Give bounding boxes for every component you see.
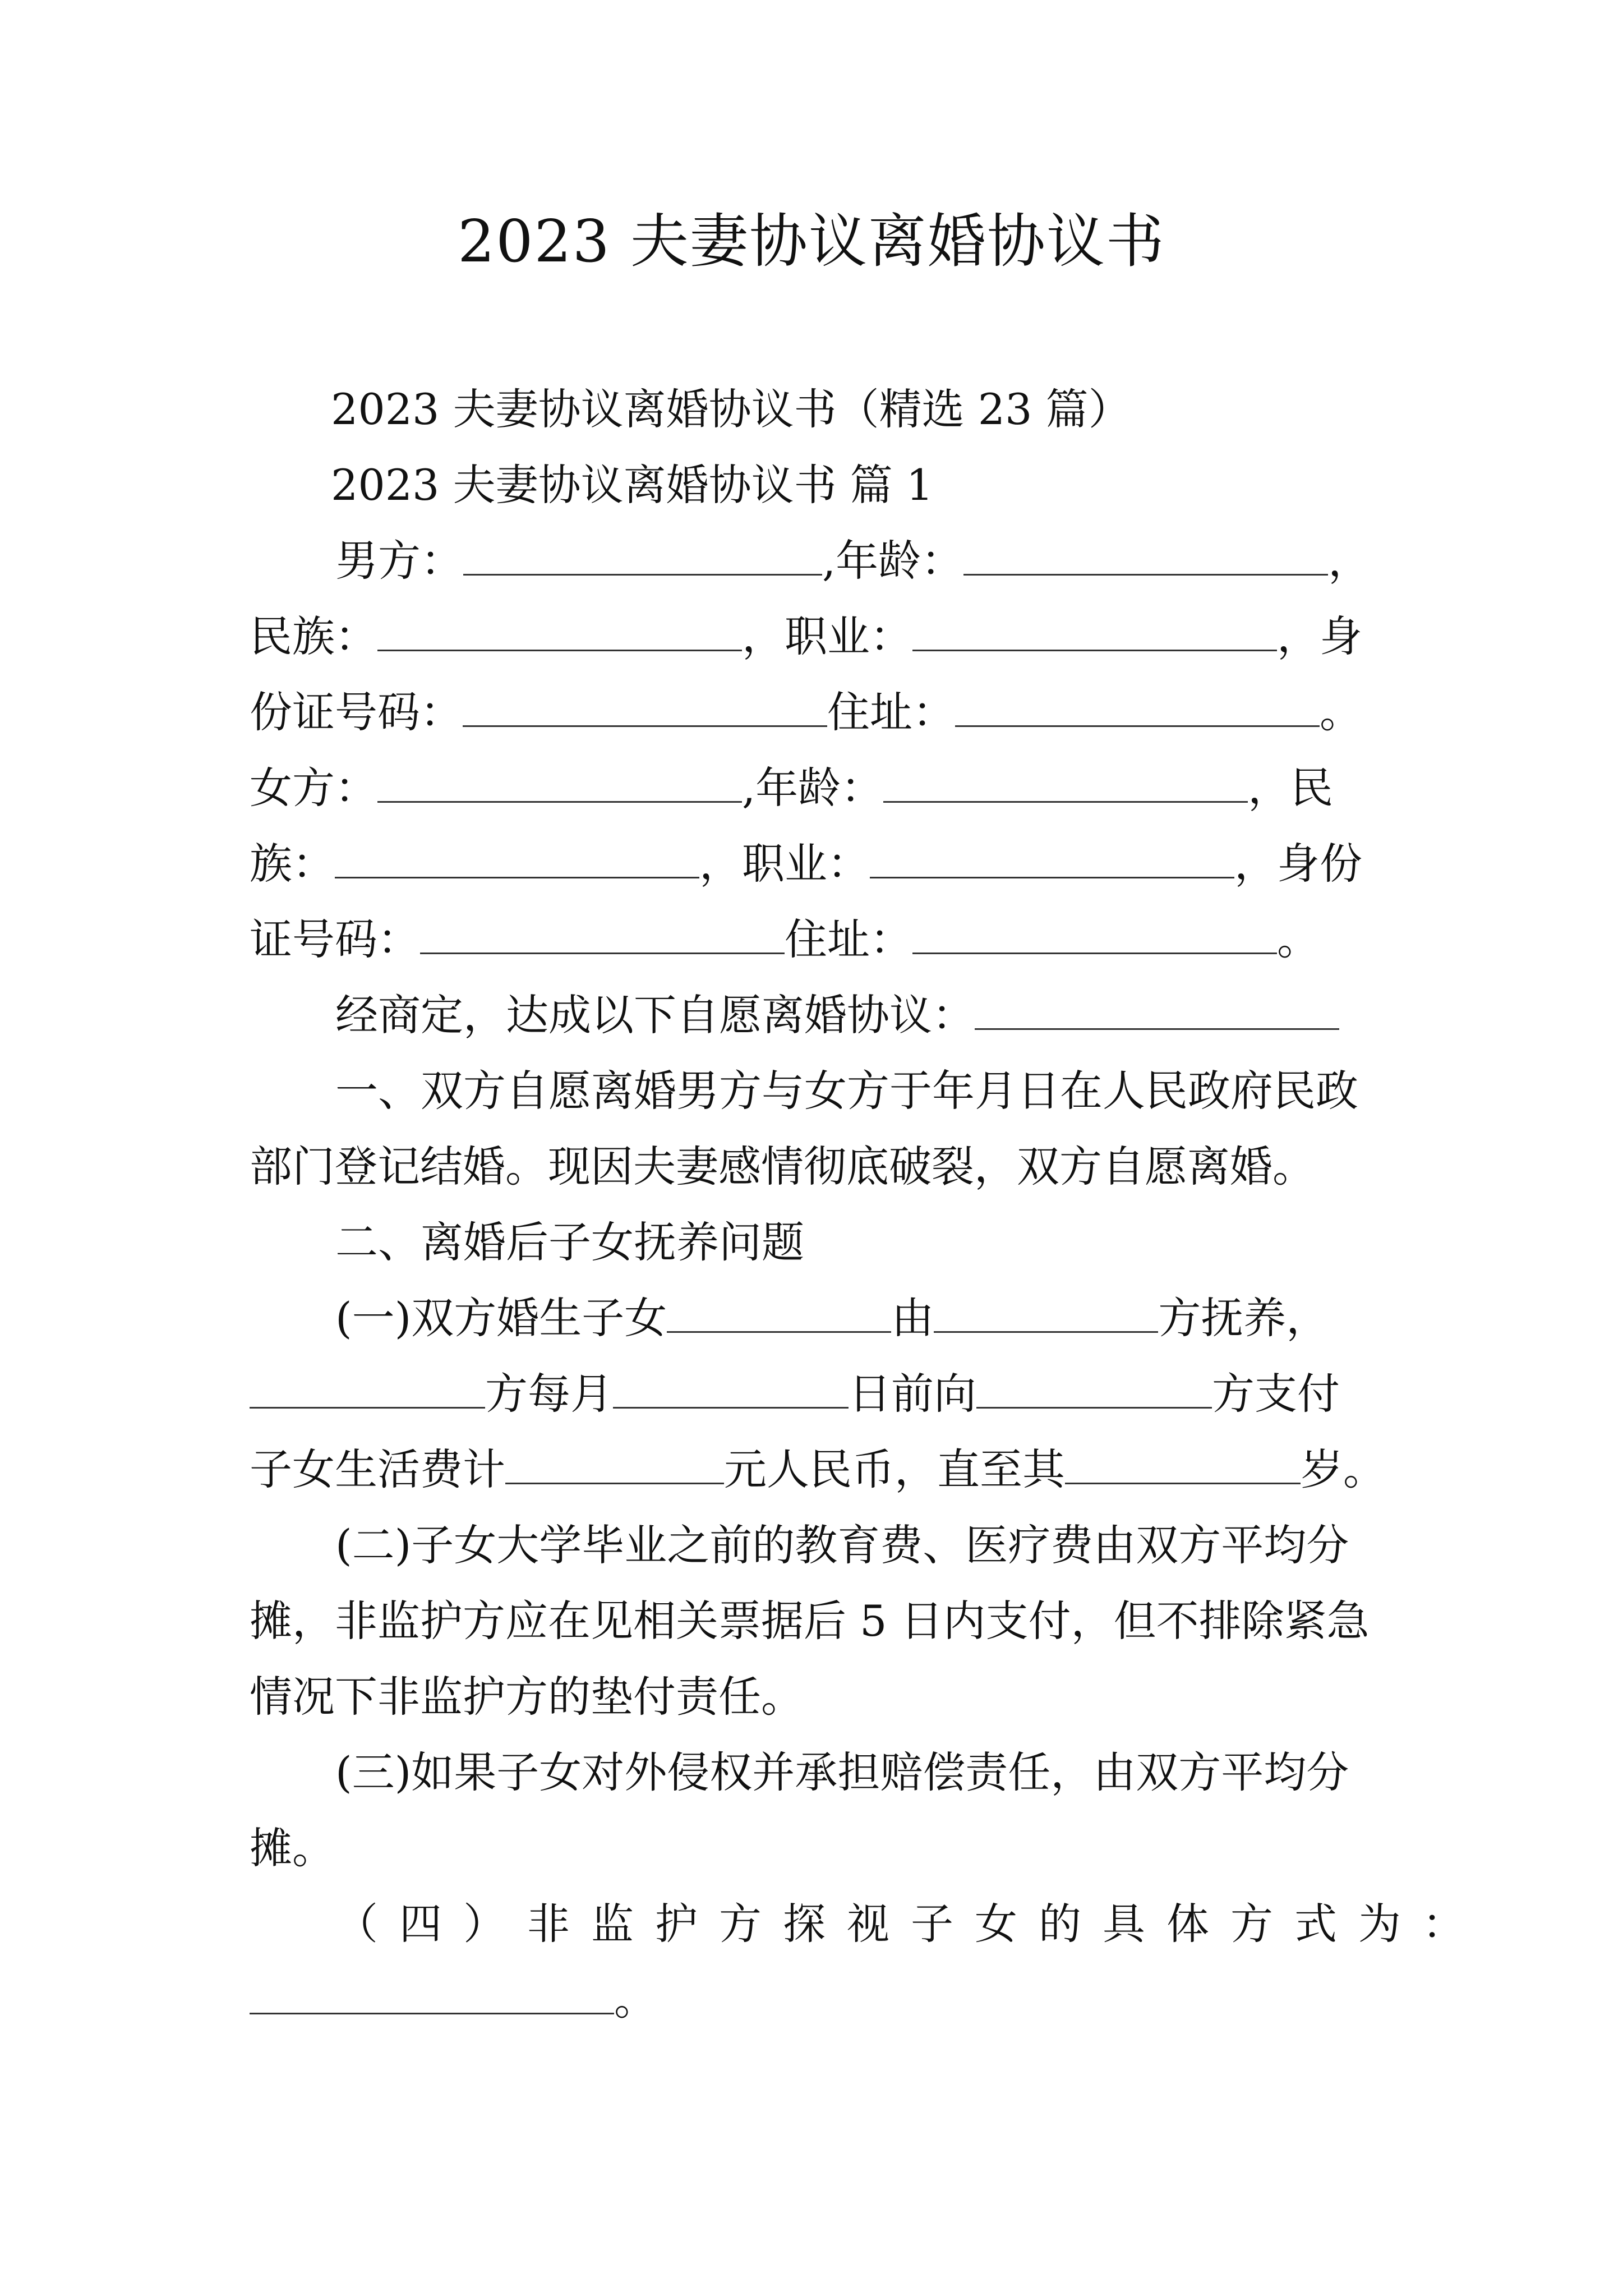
clause-2-1-line-2 <box>250 1366 1396 1422</box>
male-ethnic-blank <box>377 610 742 651</box>
female-ethnic-blank <box>335 838 699 878</box>
document-title: 2023 夫妻协议离婚协议书 <box>458 207 1165 275</box>
c24-visit-blank <box>250 1973 614 2014</box>
male-name-blank <box>463 535 822 576</box>
male-id-blank <box>463 686 827 727</box>
male-addr-blank <box>955 686 1320 727</box>
female-end-period: 。 <box>1277 914 1320 964</box>
male-job-blank <box>912 610 1277 651</box>
male-age-label: ,年龄： <box>822 536 964 586</box>
clause-2-1-line-1 <box>335 1290 1396 1346</box>
c21-amount-blank <box>505 1443 724 1484</box>
male-job-label: ，职业： <box>742 611 912 661</box>
male-end-comma: ， <box>1328 536 1371 586</box>
clause-1-line-1: 一、双方自愿离婚男方与女方于年月日在人民政府民政 <box>335 1066 1358 1116</box>
c21-text-g: 子女生活费计 <box>250 1444 505 1494</box>
c21-child-blank <box>667 1292 891 1333</box>
c21-age-blank <box>1065 1443 1301 1484</box>
c21-text-f: 方支付 <box>1212 1369 1340 1419</box>
c21-text-h: 元人民币，直至其 <box>724 1444 1065 1494</box>
c21-custodian-blank <box>934 1292 1158 1333</box>
female-age-label: ,年龄： <box>742 763 884 813</box>
c21-text-a: (一)双方婚生子女 <box>335 1293 667 1343</box>
c21-text-i: 岁。 <box>1301 1444 1386 1494</box>
male-party-line-3 <box>250 684 1396 740</box>
male-party-line-1 <box>335 533 1396 589</box>
female-ethnic-label: 族： <box>250 839 335 889</box>
male-addr-label: 住址： <box>827 687 955 737</box>
agreement-intro-text: 经商定，达成以下自愿离婚协议： <box>335 990 975 1040</box>
section-heading: 2023 夫妻协议离婚协议书 篇 1 <box>331 460 934 510</box>
male-end-period: 。 <box>1320 687 1362 737</box>
female-ethnic-prefix: ，民 <box>1248 763 1334 813</box>
male-ethnic-label: 民族： <box>250 611 377 661</box>
female-party-line-1 <box>250 760 1396 816</box>
c21-text-c: 方抚养， <box>1158 1293 1329 1343</box>
female-id-label: 证号码： <box>250 914 420 964</box>
male-id-label: 份证号码： <box>250 687 463 737</box>
male-age-blank <box>963 535 1328 576</box>
female-id-prefix: ，身份 <box>1234 839 1362 889</box>
clause-2-4-line-1: （四）非监护方探视子女的具体方式为： <box>335 1899 1486 1949</box>
c21-payer-blank <box>250 1368 485 1409</box>
c21-text-d: 方每月 <box>485 1369 613 1419</box>
clause-2-2-line-2: 摊，非监护方应在见相关票据后 5 日内支付，但不排除紧急 <box>250 1596 1370 1646</box>
clause-2-3-line-2: 摊。 <box>250 1823 335 1873</box>
c24-end-period: 。 <box>614 1975 657 2024</box>
clause-2-title: 二、离婚后子女抚养问题 <box>335 1217 804 1267</box>
female-age-blank <box>883 762 1248 803</box>
subtitle: 2023 夫妻协议离婚协议书（精选 23 篇） <box>331 384 1131 434</box>
male-side-label: 男方： <box>335 536 463 586</box>
female-job-label: ，职业： <box>699 839 870 889</box>
clause-1-line-2: 部门登记结婚。现因夫妻感情彻底破裂，双方自愿离婚。 <box>250 1142 1315 1191</box>
female-id-blank <box>420 913 785 954</box>
c21-text-e: 日前向 <box>849 1369 976 1419</box>
clause-2-2-line-1: (二)子女大学毕业之前的教育费、医疗费由双方平均分 <box>335 1520 1349 1570</box>
female-name-blank <box>377 762 742 803</box>
female-party-line-3 <box>250 912 1396 968</box>
female-addr-label: 住址： <box>785 914 912 964</box>
c21-payee-blank <box>976 1368 1212 1409</box>
female-party-line-2 <box>250 836 1396 892</box>
clause-2-2-line-3: 情况下非监护方的垫付责任。 <box>250 1672 804 1722</box>
clause-2-1-line-3 <box>250 1442 1396 1498</box>
clause-2-3-line-1: (三)如果子女对外侵权并承担赔偿责任，由双方平均分 <box>335 1747 1349 1797</box>
female-side-label: 女方： <box>250 763 377 813</box>
c21-day-blank <box>613 1368 849 1409</box>
female-addr-blank <box>912 913 1277 954</box>
clause-2-4-line-2 <box>250 1972 1396 2028</box>
female-job-blank <box>870 838 1234 878</box>
agreement-intro <box>335 987 1396 1043</box>
agreement-intro-blank <box>975 989 1339 1030</box>
male-party-line-2 <box>250 609 1396 665</box>
c21-text-b: 由 <box>891 1293 934 1343</box>
male-id-prefix: ，身 <box>1277 611 1362 661</box>
